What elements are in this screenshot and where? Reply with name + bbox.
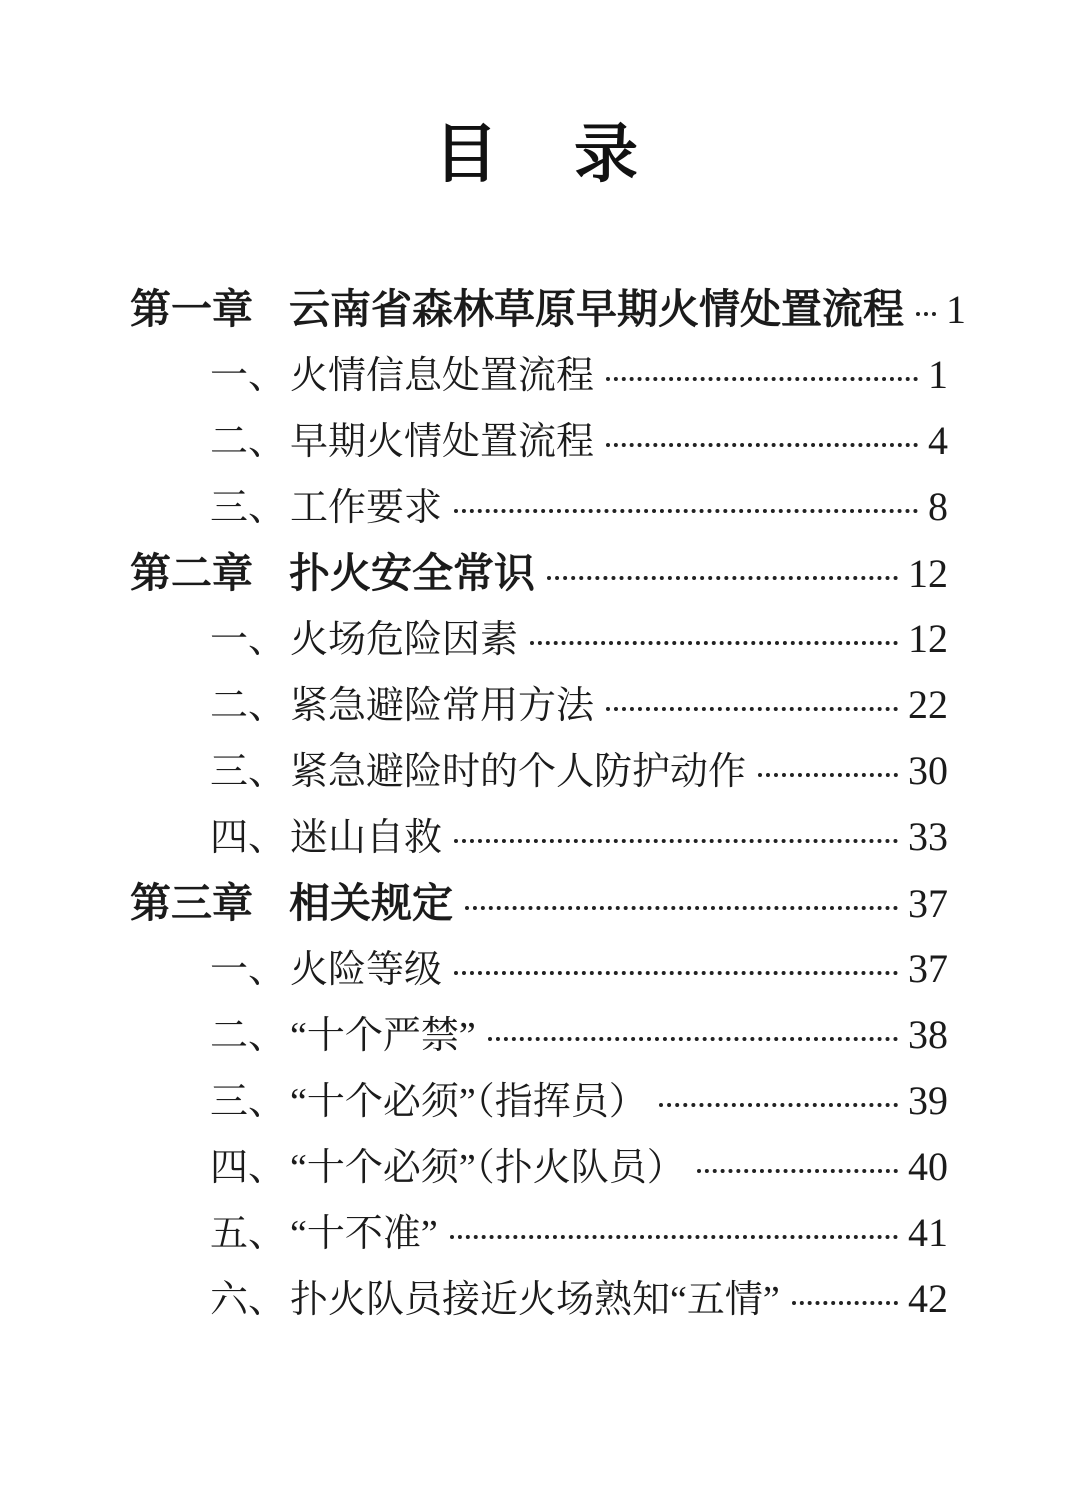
toc-item-row	[130, 738, 948, 804]
item-number: 四、	[210, 817, 287, 860]
page-number: 38	[908, 1012, 948, 1058]
dot-leader	[606, 443, 918, 447]
page-title: 目 录	[434, 119, 644, 190]
entry-title: 紧急避险时的个人防护动作	[290, 751, 747, 794]
entry-title: 早期火情处置流程	[290, 421, 595, 464]
entry-title: 迷山自救	[290, 817, 443, 860]
entry-title: “十个严禁”	[290, 1015, 476, 1058]
item-number: 三、	[210, 487, 287, 530]
toc-chapter-row	[130, 276, 966, 342]
toc-item-row	[130, 1266, 948, 1332]
entry-title: 云南省森林草原早期火情处置流程	[289, 286, 904, 333]
item-number: 一、	[210, 949, 287, 992]
toc-item-row	[130, 1200, 948, 1266]
dot-leader	[454, 509, 918, 513]
dot-leader	[465, 906, 898, 910]
entry-title: “十个必须”（指挥员）	[290, 1081, 647, 1124]
page-number: 12	[908, 616, 948, 662]
page-number: 22	[908, 682, 948, 728]
toc-chapter-row	[130, 540, 948, 606]
dot-leader	[454, 839, 898, 843]
entry-title: 相关规定	[289, 880, 453, 927]
page-number: 39	[908, 1078, 948, 1124]
page-number: 42	[908, 1276, 948, 1322]
page-number: 4	[928, 418, 948, 464]
entry-title: 火情信息处置流程	[290, 355, 595, 398]
entry-title: “十个必须”（扑火队员）	[290, 1147, 685, 1190]
item-number: 四、	[210, 1147, 287, 1190]
dot-leader	[454, 971, 898, 975]
item-number: 一、	[210, 355, 287, 398]
item-number: 三、	[210, 1081, 287, 1124]
dot-leader	[916, 312, 936, 316]
dot-leader	[450, 1235, 898, 1239]
item-number: 三、	[210, 751, 287, 794]
toc-list	[130, 276, 966, 1332]
chapter-label: 第二章	[130, 550, 253, 597]
item-number: 二、	[210, 421, 287, 464]
page-number: 40	[908, 1144, 948, 1190]
item-number: 一、	[210, 619, 287, 662]
toc-item-row	[130, 936, 948, 1002]
entry-title: 工作要求	[290, 487, 443, 530]
dot-leader	[758, 773, 898, 777]
page-number: 30	[908, 748, 948, 794]
entry-title: 紧急避险常用方法	[290, 685, 595, 728]
page-number: 12	[908, 551, 948, 597]
entry-title: 扑火安全常识	[289, 550, 535, 597]
chapter-label: 第三章	[130, 880, 253, 927]
item-number: 六、	[210, 1279, 287, 1322]
page-number: 1	[946, 287, 966, 333]
item-number: 二、	[210, 685, 287, 728]
dot-leader	[697, 1169, 898, 1173]
page-number: 41	[908, 1210, 948, 1256]
page-number: 8	[928, 484, 948, 530]
toc-item-row	[130, 1134, 948, 1200]
dot-leader	[606, 707, 898, 711]
toc-item-row	[130, 1002, 948, 1068]
toc-item-row	[130, 606, 948, 672]
toc-item-row	[130, 474, 948, 540]
page-number: 37	[908, 881, 948, 927]
toc-item-row	[130, 672, 948, 738]
entry-title: “十不准”	[290, 1213, 438, 1256]
dot-leader	[530, 641, 898, 645]
page-number: 1	[928, 352, 948, 398]
toc-item-row	[130, 408, 948, 474]
entry-title: 扑火队员接近火场熟知“五情”	[290, 1279, 780, 1322]
page-number: 37	[908, 946, 948, 992]
page-number: 33	[908, 814, 948, 860]
dot-leader	[659, 1103, 898, 1107]
chapter-label: 第一章	[130, 286, 253, 333]
toc-item-row	[130, 1068, 948, 1134]
dot-leader	[547, 576, 898, 580]
item-number: 二、	[210, 1015, 287, 1058]
entry-title: 火场危险因素	[290, 619, 519, 662]
item-number: 五、	[210, 1213, 287, 1256]
dot-leader	[488, 1037, 898, 1041]
toc-item-row	[130, 804, 948, 870]
toc-chapter-row	[130, 870, 948, 936]
dot-leader	[792, 1301, 898, 1305]
toc-item-row	[130, 342, 948, 408]
dot-leader	[606, 377, 918, 381]
entry-title: 火险等级	[290, 949, 443, 992]
